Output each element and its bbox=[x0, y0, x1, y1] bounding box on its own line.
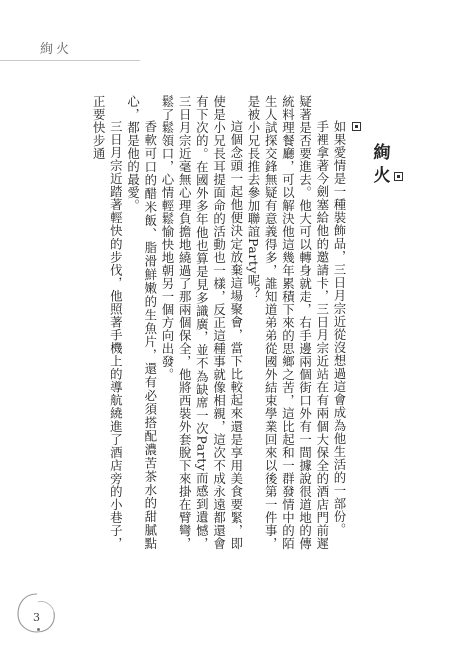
paragraph: 香軟可口的醋米飯、脂滑鮮嫩的生魚片，還有必須搭配濃苦茶水的甜膩點心，都是他的最愛。 bbox=[125, 95, 158, 550]
folio-dot bbox=[37, 628, 40, 631]
paragraph: 這個念頭一起他便決定放棄這場聚會，當下比較起來還是享用美食要緊，即使是小兄長耳提面命的活動也一樣，反正這種事就像相親，這次不成永遠都還會有下次的。在國外多年他也算是見多識廣，並不為缺席一次Party而感到遺憾，三日月宗近毫無心理負擔地繞過了那兩個保全，他將西裝外套脫下來掛在臂彎，鬆了鬆領口，心情輕鬆愉快地朝另一個方向出發。 bbox=[159, 95, 244, 550]
paragraph: 三日月宗近踏著輕快的步伐，他照著手機上的導航繞進了酒店旁的小巷子，正要快步通 bbox=[91, 95, 124, 550]
header-rule bbox=[0, 60, 140, 61]
paragraph: 如果愛情是一種裝飾品，三日月宗近從沒想過這會成為他生活的一部份。 bbox=[332, 119, 347, 536]
running-head: 絢火 bbox=[40, 42, 73, 57]
chapter-title: 絢火 bbox=[369, 143, 390, 189]
page-number: 3 bbox=[33, 611, 40, 624]
corner-ornament-icon bbox=[394, 172, 403, 181]
body-text bbox=[38, 95, 348, 550]
paragraph: 手裡拿著今劍塞給他的邀請卡，三日月宗近站在有兩個大保全的酒店門前遲疑著是否要進去。他大可以轉身就走，右手邊兩個街口外有一間據說很道地的傳統料理餐廳，可以解決他這幾年累積下來的思鄉之苦，這比起和一群發情中的陌生人試探交鋒無疑有意義得多，誰知道弟弟從國外結束學業回來以後第一件事，是被小兄長推去參加聯誼Party呢？ bbox=[245, 95, 330, 550]
